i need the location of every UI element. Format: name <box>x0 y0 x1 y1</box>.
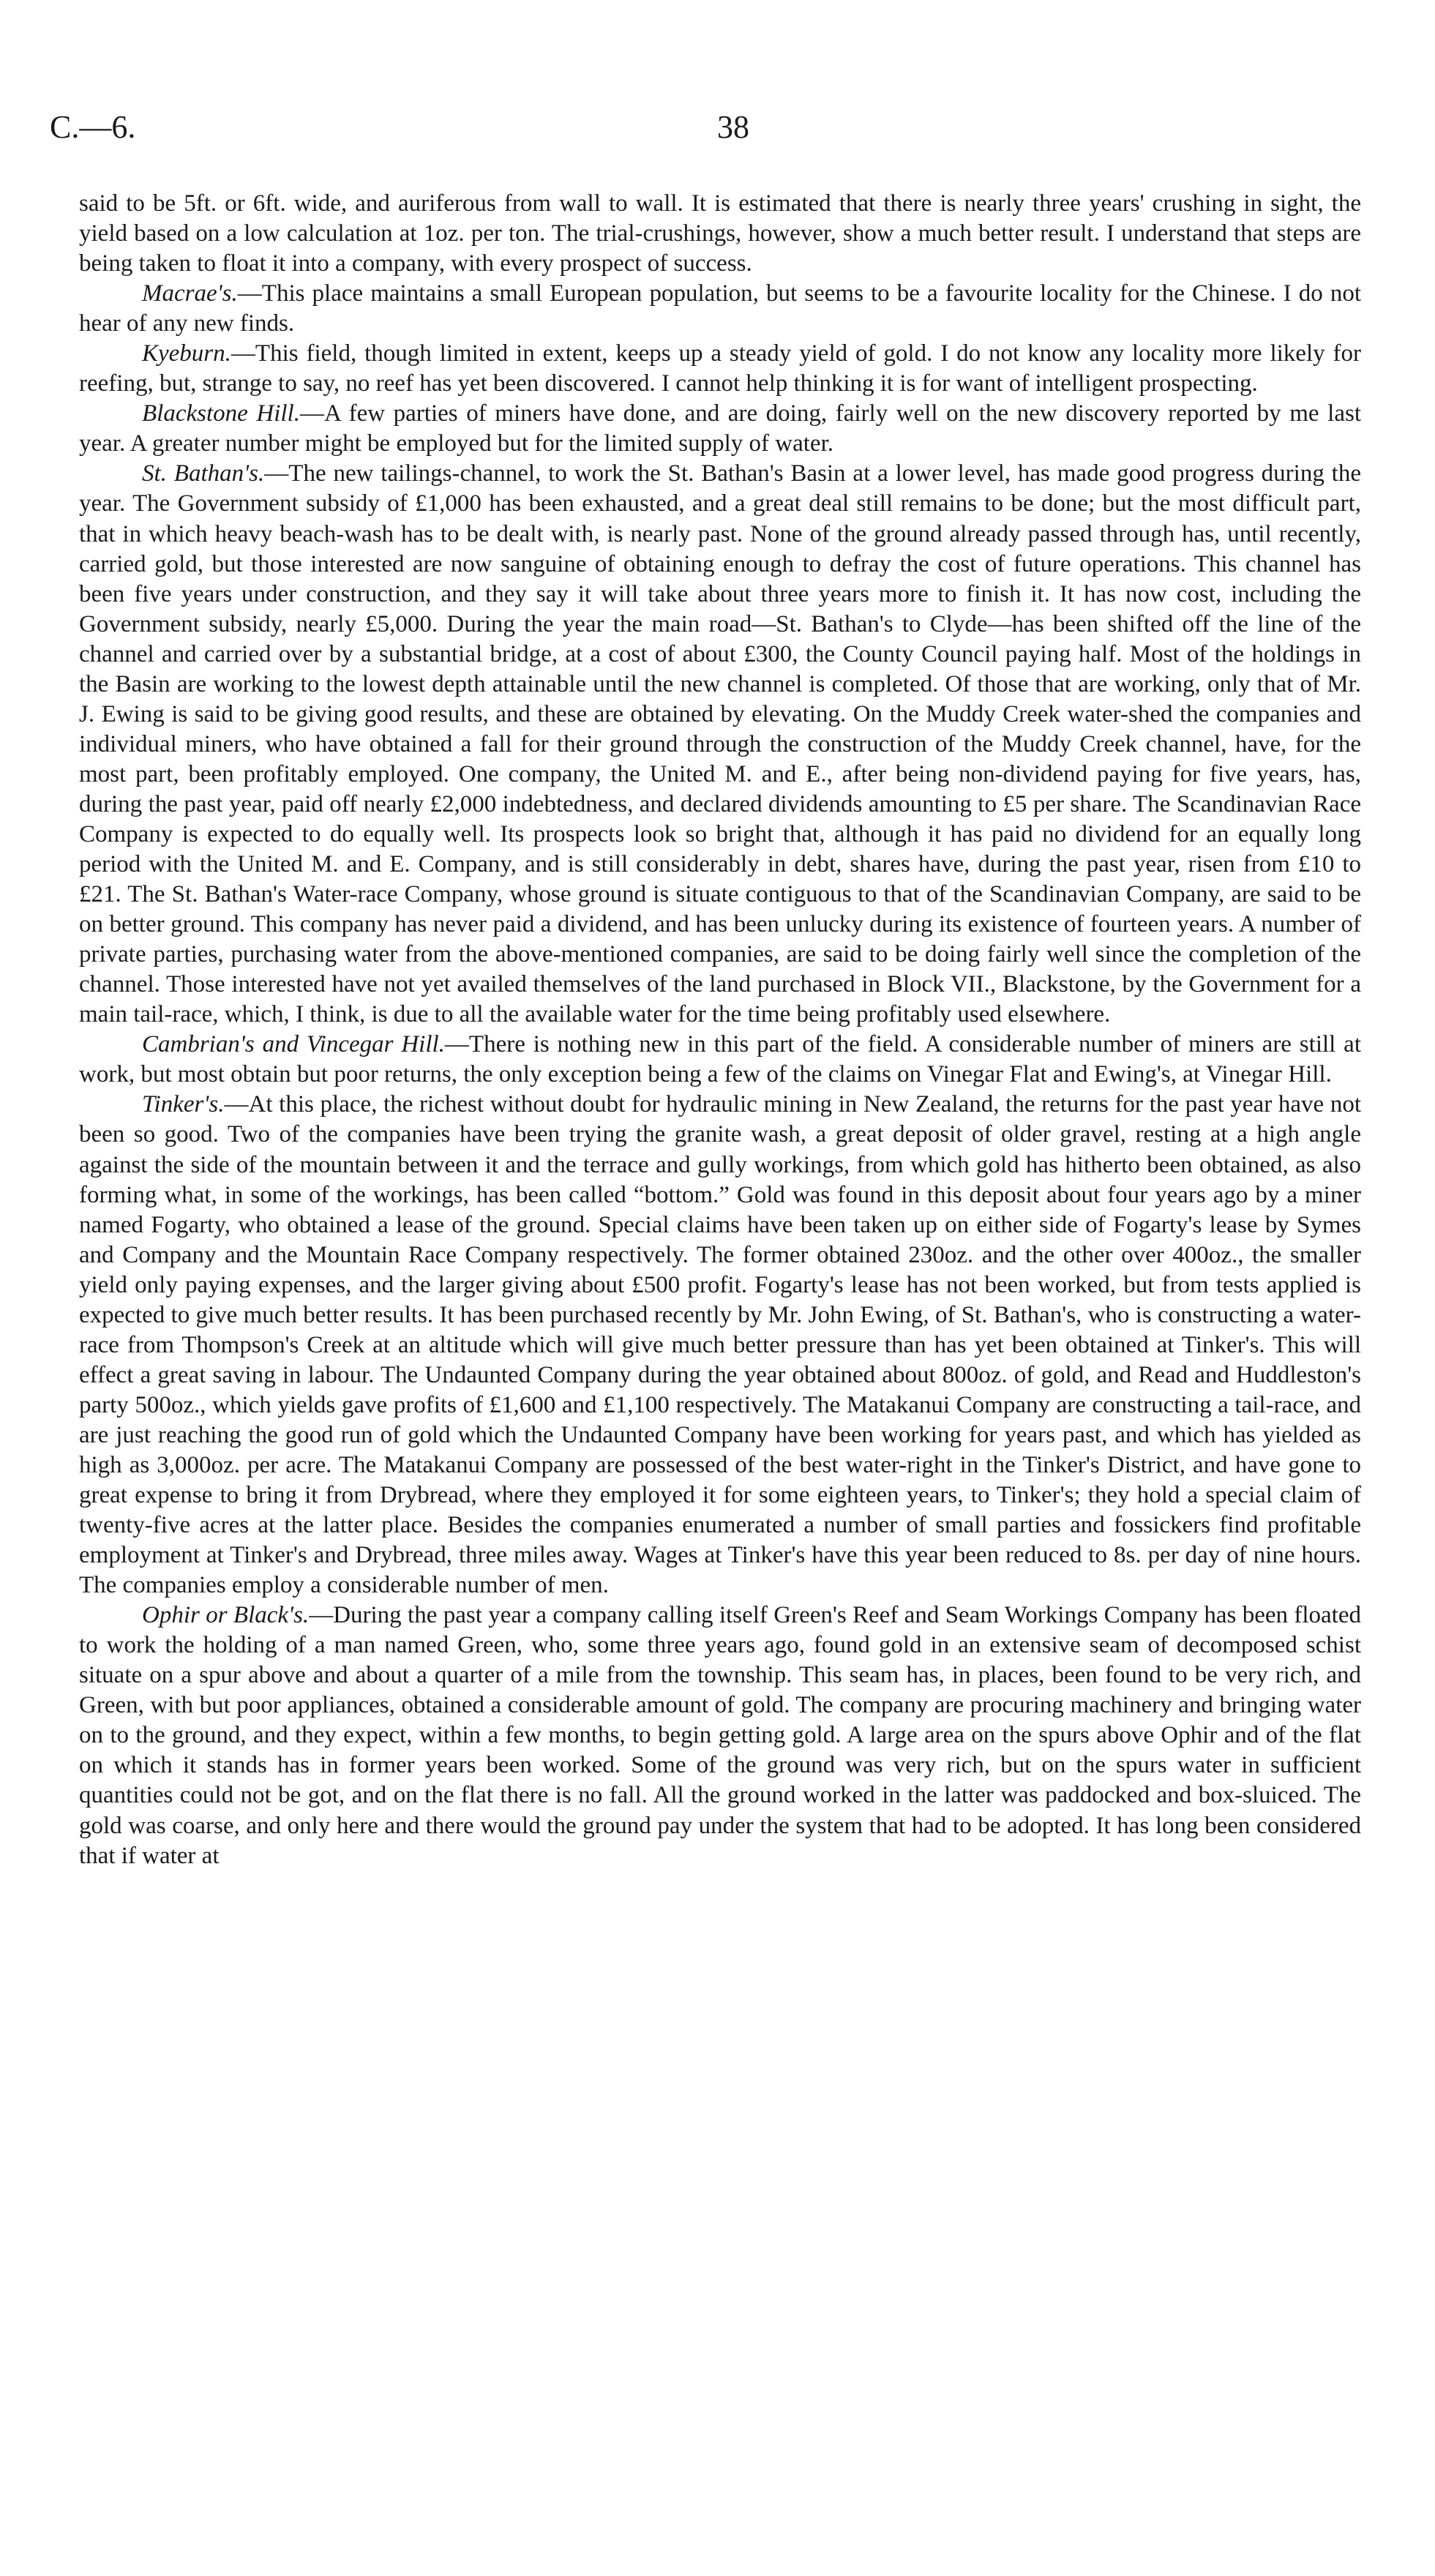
section-heading: Tinker's. <box>142 1091 225 1118</box>
paragraph-blackstone-hill <box>79 399 1361 459</box>
paragraph-text: —The new tailings-channel, to work the St. Bathan's Basin at a lower level, has made good progress during the year. The Government subsidy of £1,000 has been exhausted, and a great deal still remains to be done; but the most difficult part, that in which heavy beach-wash has to be dealt with, is nearly past. None of the ground already passed through has, until recently, carried gold, but those interested are now sanguine of obtaining enough to defray the cost of future operations. This channel has been five years under construction, and they say it will take about three years more to finish it. It has now cost, including the Government subsidy, nearly £5,000. During the year the main road—St. Bathan's to Clyde—has been shifted off the line of the channel and carried over by a substantial bridge, at a cost of about £300, the County Council paying half. Most of the holdings in the Basin are working to the lowest depth attainable until the new channel is completed. Of those that are working, only that of Mr. J. Ewing is said to be giving good results, and these are obtained by elevating. On the Muddy Creek water-shed the companies and individual miners, who have obtained a fall for their ground through the construction of the Muddy Creek channel, have, for the most part, been profitably employed. One company, the United M. and E., after being non-dividend paying for five years, has, during the past year, paid off nearly £2,000 indebtedness, and declared dividends amounting to £5 per share. The Scandinavian Race Company is expected to do equally well. Its prospects look so bright that, although it has paid no dividend for an equally long period with the United M. and E. Company, and is still considerably in debt, shares have, during the past year, risen from £10 to £21. The St. Bathan's Water-race Company, whose ground is situate contiguous to that of the Scandinavian Company, are said to be on better ground. This company has never paid a dividend, and has been unlucky during its existence of fourteen years. A number of private parties, purchasing water from the above-mentioned companies, are said to be doing fairly well since the completion of the channel. Those interested have not yet availed themselves of the land purchased in Block VII., Blackstone, by the Government for a main tail-race, which, I think, is due to all the available water for the time being profitably used elsewhere. <box>79 460 1362 1028</box>
paragraph-text: —A few parties of miners have done, and are doing, fairly well on the new discovery reported by me last year. A greater number might be employed but for the limited supply of water. <box>79 400 1361 457</box>
paragraph-macraes <box>79 279 1361 339</box>
paragraph-kyeburn <box>79 339 1361 399</box>
paragraph-text: —This field, though limited in extent, keeps up a steady yield of gold. I do not know any locality more likely for reefing, but, strange to say, no reef has yet been discovered. I cannot help thinking it is for want of intelligent prospecting. <box>79 340 1361 397</box>
paragraph-text: —There is nothing new in this part of the field. A considerable number of miners are still at work, but most obtain but poor returns, the only exception being a few of the claims on Vinegar Flat and Ewing's, at Vinegar Hill. <box>79 1031 1361 1088</box>
paragraph-cambrians <box>79 1030 1361 1090</box>
body-text <box>79 189 1361 1871</box>
paragraph-st-bathans <box>79 459 1361 1030</box>
paragraph-tinkers <box>79 1090 1361 1600</box>
section-heading: Kyeburn. <box>142 340 231 367</box>
section-heading: Blackstone Hill. <box>142 400 300 427</box>
section-heading: St. Bathan's. <box>142 460 265 487</box>
page-number: 38 <box>717 109 749 145</box>
section-heading: Ophir or Black's. <box>142 1602 310 1629</box>
section-heading: Macrae's. <box>142 280 238 307</box>
document-reference: C.—6. <box>50 109 136 145</box>
paragraph-ophir <box>79 1600 1361 1871</box>
paragraph-text: said to be 5ft. or 6ft. wide, and auriferous from wall to wall. It is estimated that there is nearly three years' crushing in sight, the yield based on a low calculation at 1oz. per ton. The trial-crushings, however, show a much better result. I understand that steps are being taken to float it into a company, with every prospect of success. <box>79 190 1361 277</box>
paragraph-text: —During the past year a company calling itself Green's Reef and Seam Workings Company has been floated to work the holding of a man named Green, who, some three years ago, found gold in an extensive seam of decomposed schist situate on a spur above and about a quarter of a mile from the township. This seam has, in places, been found to be very rich, and Green, with but poor appliances, obtained a considerable amount of gold. The company are procuring machinery and bringing water on to the ground, and they expect, within a few months, to begin getting gold. A large area on the spurs above Ophir and of the flat on which it stands has in former years been worked. Some of the ground was very rich, but on the spurs water in sufficient quantities could not be got, and on the flat there is no fall. All the ground worked in the latter was paddocked and box-sluiced. The gold was coarse, and only here and there would the ground pay under the system that had to be adopted. It has long been considered that if water at <box>79 1602 1361 1869</box>
section-heading: Cambrian's and Vincegar Hill. <box>142 1031 445 1058</box>
paragraph-text: —This place maintains a small European population, but seems to be a favourite locality for the Chinese. I do not hear of any new finds. <box>79 280 1361 337</box>
paragraph-continuation <box>79 189 1361 279</box>
paragraph-text: —At this place, the richest without doubt for hydraulic mining in New Zealand, the returns for the past year have not been so good. Two of the companies have been trying the granite wash, a great deposit of older gravel, resting at a high angle against the side of the mountain between it and the terrace and gully workings, from which gold has hitherto been obtained, as also forming what, in some of the workings, has been called “bottom.” Gold was found in this deposit about four years ago by a miner named Fogarty, who obtained a lease of the ground. Special claims have been taken up on either side of Fogarty's lease by Symes and Company and the Mountain Race Company respectively. The former obtained 230oz. and the other over 400oz., the smaller yield only paying expenses, and the larger giving about £500 profit. Fogarty's lease has not been worked, but from tests applied is expected to give much better results. It has been purchased recently by Mr. John Ewing, of St. Bathan's, who is constructing a water-race from Thompson's Creek at an altitude which will give much better pressure than has yet been obtained at Tinker's. This will effect a great saving in labour. The Undaunted Company during the year obtained about 800oz. of gold, and Read and Huddleston's party 500oz., which yields gave profits of £1,600 and £1,100 respectively. The Matakanui Company are constructing a tail-race, and are just reaching the good run of gold which the Undaunted Company have been working for years past, and which has yielded as high as 3,000oz. per acre. The Matakanui Company are possessed of the best water-right in the Tinker's District, and have gone to great expense to bring it from Drybread, where they employed it for some eighteen years, to Tinker's; they hold a special claim of twenty-five acres at the latter place. Besides the companies enumerated a number of small parties and fossickers find profitable employment at Tinker's and Drybread, three miles away. Wages at Tinker's have this year been reduced to 8s. per day of nine hours. The companies employ a considerable number of men. <box>79 1091 1361 1599</box>
page-header <box>50 108 1385 152</box>
